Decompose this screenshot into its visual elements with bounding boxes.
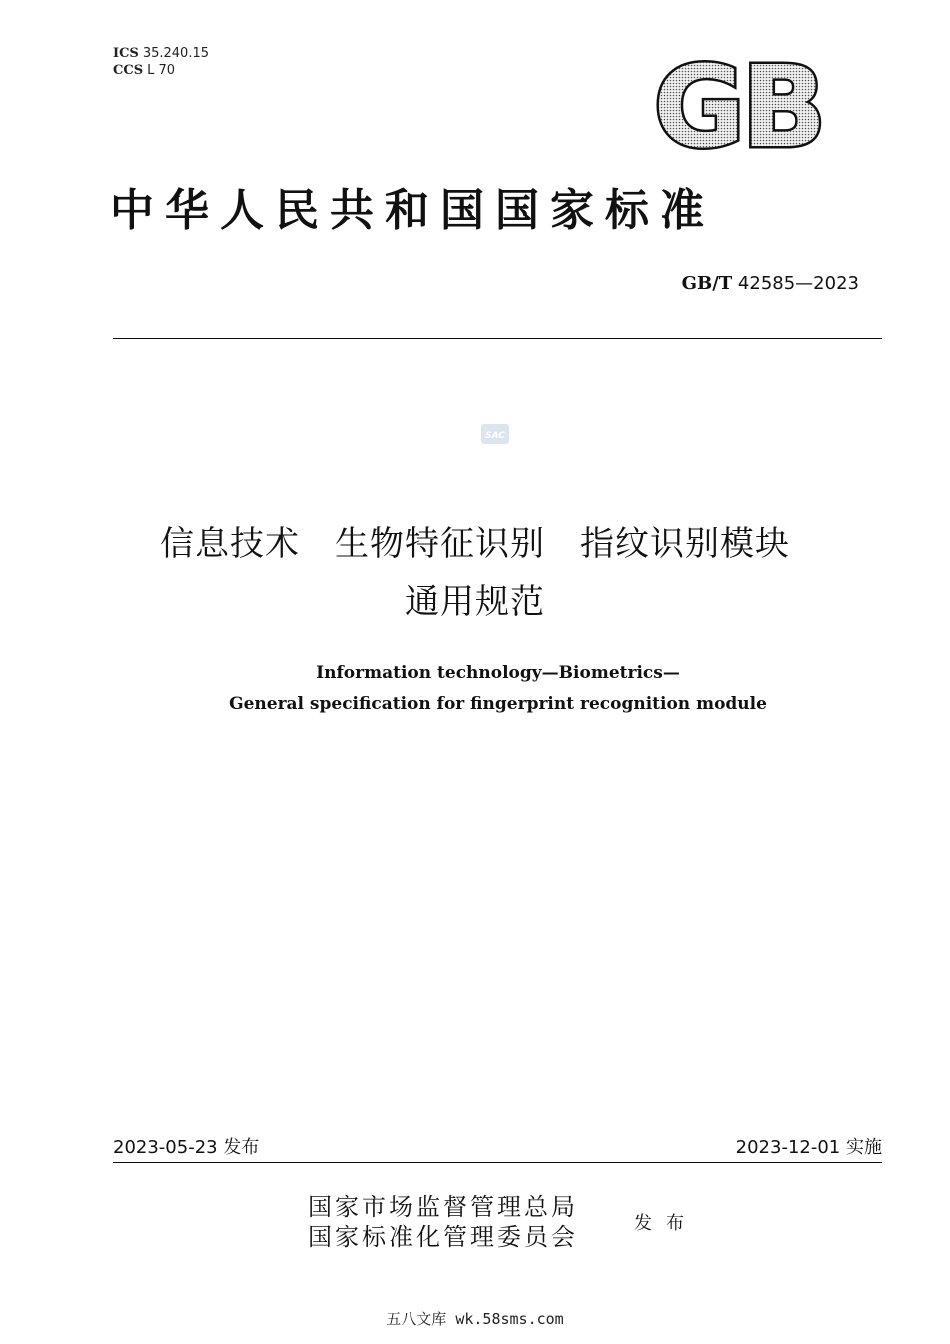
ics-code bbox=[113, 45, 209, 62]
implementation-date: 2023-12-01 实施 bbox=[735, 1137, 882, 1158]
ccs-label: CCS bbox=[113, 63, 144, 78]
classification-codes bbox=[113, 45, 209, 79]
standard-number bbox=[682, 273, 859, 294]
sac-watermark-text: SAC bbox=[485, 431, 505, 441]
standard-category-title: 中华人民共和国国家标准 bbox=[110, 185, 715, 236]
sac-watermark bbox=[481, 424, 509, 444]
issuer-samr: 国家市场监督管理总局 bbox=[308, 1193, 578, 1221]
issue-action: 发布 bbox=[634, 1213, 698, 1234]
title-cn-line-2: 通用规范 bbox=[405, 582, 545, 622]
footer-watermark: 五八文库 wk.58sms.com bbox=[386, 1310, 564, 1328]
bottom-divider bbox=[113, 1162, 882, 1163]
gb-logo bbox=[645, 58, 831, 154]
standard-number-prefix: GB/T bbox=[681, 273, 733, 294]
ccs-value: L 70 bbox=[147, 63, 176, 78]
top-divider bbox=[113, 338, 882, 339]
title-en-line-2: General specification for fingerprint recognition module bbox=[229, 694, 767, 714]
title-cn-line-1: 信息技术 生物特征识别 指纹识别模块 bbox=[160, 524, 790, 564]
issuing-authorities bbox=[308, 1192, 578, 1252]
ics-value: 35.240.15 bbox=[142, 46, 209, 61]
issuer-sac: 国家标准化管理委员会 bbox=[308, 1223, 578, 1251]
title-en-line-1: Information technology—Biometrics— bbox=[316, 663, 680, 683]
ccs-code bbox=[113, 62, 209, 79]
ics-label: ICS bbox=[113, 46, 139, 61]
standard-number-value: 42585—2023 bbox=[737, 273, 859, 294]
gb-logo-text: GB bbox=[653, 58, 823, 154]
issue-date: 2023-05-23 发布 bbox=[113, 1137, 260, 1158]
